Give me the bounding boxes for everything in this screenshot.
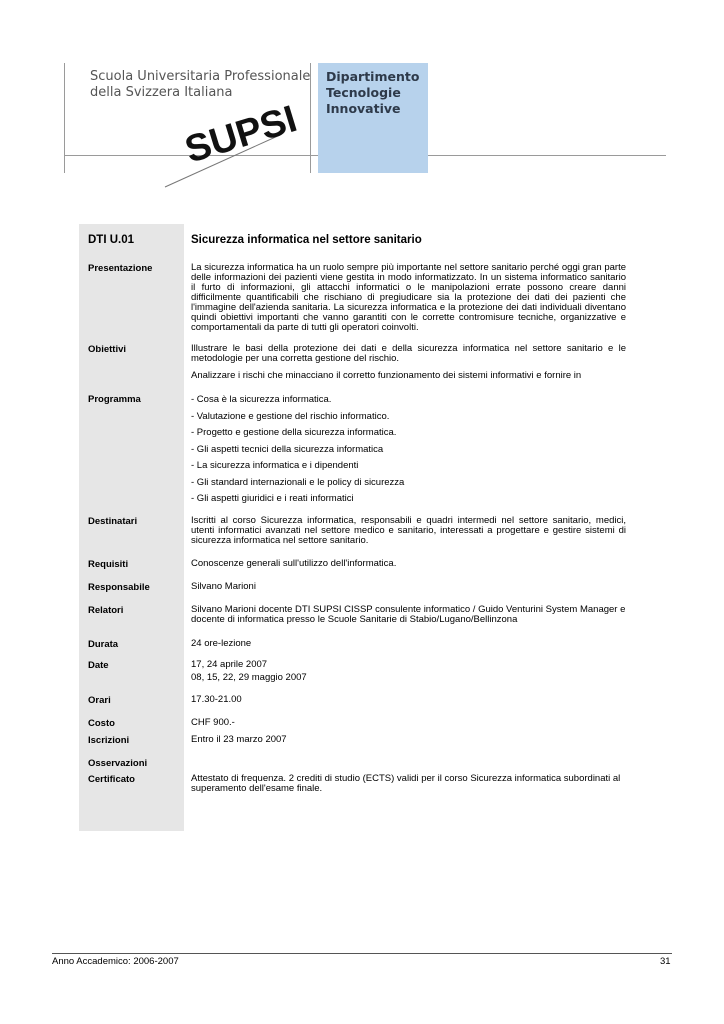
- text-orari: 17.30-21.00: [191, 694, 242, 705]
- course-title: Sicurezza informatica nel settore sanitario: [191, 234, 422, 246]
- programma-item: - La sicurezza informatica e i dipendenti: [191, 460, 359, 471]
- label-presentazione: Presentazione: [88, 263, 153, 274]
- label-certificato: Certificato: [88, 774, 135, 785]
- school-name-line1: Scuola Universitaria Professionale: [90, 69, 311, 84]
- label-orari: Orari: [88, 695, 111, 706]
- svg-text:SUPSI: SUPSI: [180, 98, 302, 172]
- text-presentazione: La sicurezza informatica ha un ruolo sempre più importante nel settore sanitario perché oggi gran parte delle informazioni dei pazienti viene gestita in modo informatizzato. In un sistema informatico sanitario il furto di informazioni, gli attacchi informatici o le manipolazioni errate possono creare danni difficilmente quantificabili che rischiano di pregiudicare sia la protezione dei dati dei pazienti che l'immagine dell'azienda sanitaria. La sicurezza informatica e la protezione dei dati individuali diventano quindi obiettivi importanti che vanno garantiti con le corrette contromisure tecniche, organizzative e comportamentali da parte di tutti gli operatori coinvolti.: [191, 262, 626, 333]
- footer-page-number: 31: [660, 956, 671, 967]
- footer-rule: [52, 953, 672, 954]
- text-obiettivi-2: Analizzare i rischi che minacciano il corretto funzionamento dei sistemi informativi e fornire in: [191, 370, 582, 381]
- school-name-line2: della Svizzera Italiana: [90, 85, 233, 100]
- text-obiettivi-1: Illustrare le basi della protezione dei dati e della sicurezza informatica nel settore sanitario e le metodologie per una corretta gestione del rischio.: [191, 343, 626, 364]
- text-date-2: 08, 15, 22, 29 maggio 2007: [191, 672, 307, 683]
- label-date: Date: [88, 660, 109, 671]
- text-certificato: Attestato di frequenza. 2 crediti di studio (ECTS) validi per il corso Sicurezza informatica subordinati al superamento dell'esame finale.: [191, 773, 621, 794]
- label-responsabile: Responsabile: [88, 582, 150, 593]
- programma-item: - Gli standard internazionali e le policy di sicurezza: [191, 477, 405, 488]
- label-requisiti: Requisiti: [88, 559, 129, 570]
- label-iscrizioni: Iscrizioni: [88, 735, 130, 746]
- department-box: [318, 63, 428, 173]
- text-iscrizioni: Entro il 23 marzo 2007: [191, 734, 287, 745]
- programma-item: - Gli aspetti tecnici della sicurezza informatica: [191, 444, 384, 455]
- supsi-logo: [160, 90, 310, 190]
- department-line2: Tecnologie: [326, 85, 401, 100]
- footer-academic-year: Anno Accademico: 2006-2007: [52, 956, 179, 967]
- text-date-1: 17, 24 aprile 2007: [191, 659, 268, 670]
- header-divider-left: [64, 63, 65, 173]
- label-osservazioni: Osservazioni: [88, 758, 148, 769]
- label-relatori: Relatori: [88, 605, 124, 616]
- programma-item: - Gli aspetti giuridici e i reati informatici: [191, 493, 354, 504]
- label-destinatari: Destinatari: [88, 516, 138, 527]
- label-costo: Costo: [88, 718, 115, 729]
- department-name: [326, 69, 419, 117]
- department-line1: Dipartimento: [326, 69, 420, 84]
- text-costo: CHF 900.-: [191, 717, 235, 728]
- programma-item: - Cosa è la sicurezza informatica.: [191, 394, 332, 405]
- course-code: DTI U.01: [88, 234, 135, 246]
- label-durata: Durata: [88, 639, 119, 650]
- text-responsabile: Silvano Marioni: [191, 581, 256, 592]
- text-destinatari: Iscritti al corso Sicurezza informatica, responsabili e quadri intermedi nel settore sanitario, medici, utenti informatici avanzati nel settore medico e sanitario, interessati a progettare e gestire sistemi di sicurezza informatica nel settore sanitario.: [191, 515, 626, 546]
- programma-item: - Valutazione e gestione del rischio informatico.: [191, 411, 390, 422]
- department-line3: Innovative: [326, 101, 401, 116]
- label-obiettivi: Obiettivi: [88, 344, 127, 355]
- programma-item: - Progetto e gestione della sicurezza informatica.: [191, 427, 397, 438]
- text-requisiti: Conoscenze generali sull'utilizzo dell'informatica.: [191, 558, 397, 569]
- text-durata: 24 ore-lezione: [191, 638, 252, 649]
- text-relatori: Silvano Marioni docente DTI SUPSI CISSP consulente informatico / Guido Venturini System Manager e docente di informatica presso le Scuole Sanitarie di Stabio/Lugano/Bellinzona: [191, 604, 626, 625]
- label-programma: Programma: [88, 394, 141, 405]
